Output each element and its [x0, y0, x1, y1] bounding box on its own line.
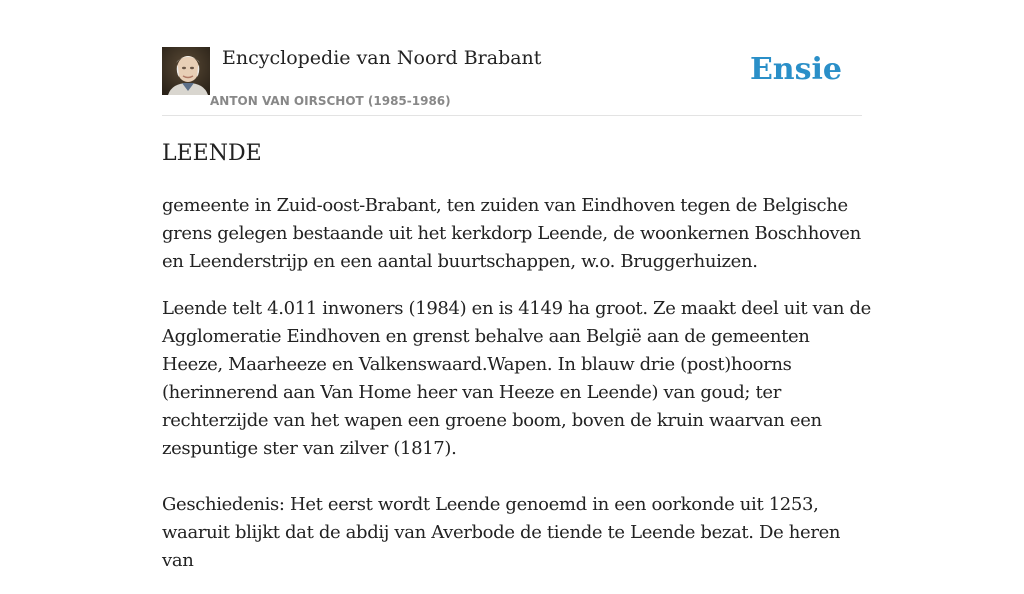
- book-title[interactable]: Encyclopedie van Noord Brabant: [222, 47, 542, 69]
- article-paragraph: Leende telt 4.011 inwoners (1984) en is 4149 ha groot. Ze maakt deel uit van de Agglomeratie Eindhoven en grenst behalve aan België aan de gemeenten Heeze, Maarheeze en Valkenswaard.Wapen. In blauw drie (post)hoorns (herinnerend aan Van Home heer van Heeze en Leende) van goud; ter rechterzijde van het wapen een groene boom, boven de kruin waarvan een zespuntige ster van zilver (1817).: [162, 298, 871, 459]
- article-title: LEENDE: [162, 141, 262, 166]
- ensie-logo-link[interactable]: Ensie: [749, 52, 842, 87]
- article: [162, 138, 872, 594]
- article-body: [162, 192, 872, 575]
- header-divider: [162, 115, 862, 116]
- author-portrait-icon: [162, 47, 210, 95]
- header: [162, 46, 862, 116]
- article-paragraph: Geschiedenis: Het eerst wordt Leende genoemd in een oorkonde uit 1253, waaruit blijkt dat de abdij van Averbode de tiende te Leende bezat. De heren van: [162, 494, 841, 571]
- author-avatar[interactable]: [162, 47, 210, 95]
- article-paragraph: gemeente in Zuid-oost-Brabant, ten zuiden van Eindhoven tegen de Belgische grens gelegen bestaande uit het kerkdorp Leende, de woonkernen Boschhoven en Leenderstrijp en een aantal buurtschappen, w.o. Bruggerhuizen.: [162, 195, 861, 272]
- author-name[interactable]: ANTON VAN OIRSCHOT (1985-1986): [210, 94, 451, 108]
